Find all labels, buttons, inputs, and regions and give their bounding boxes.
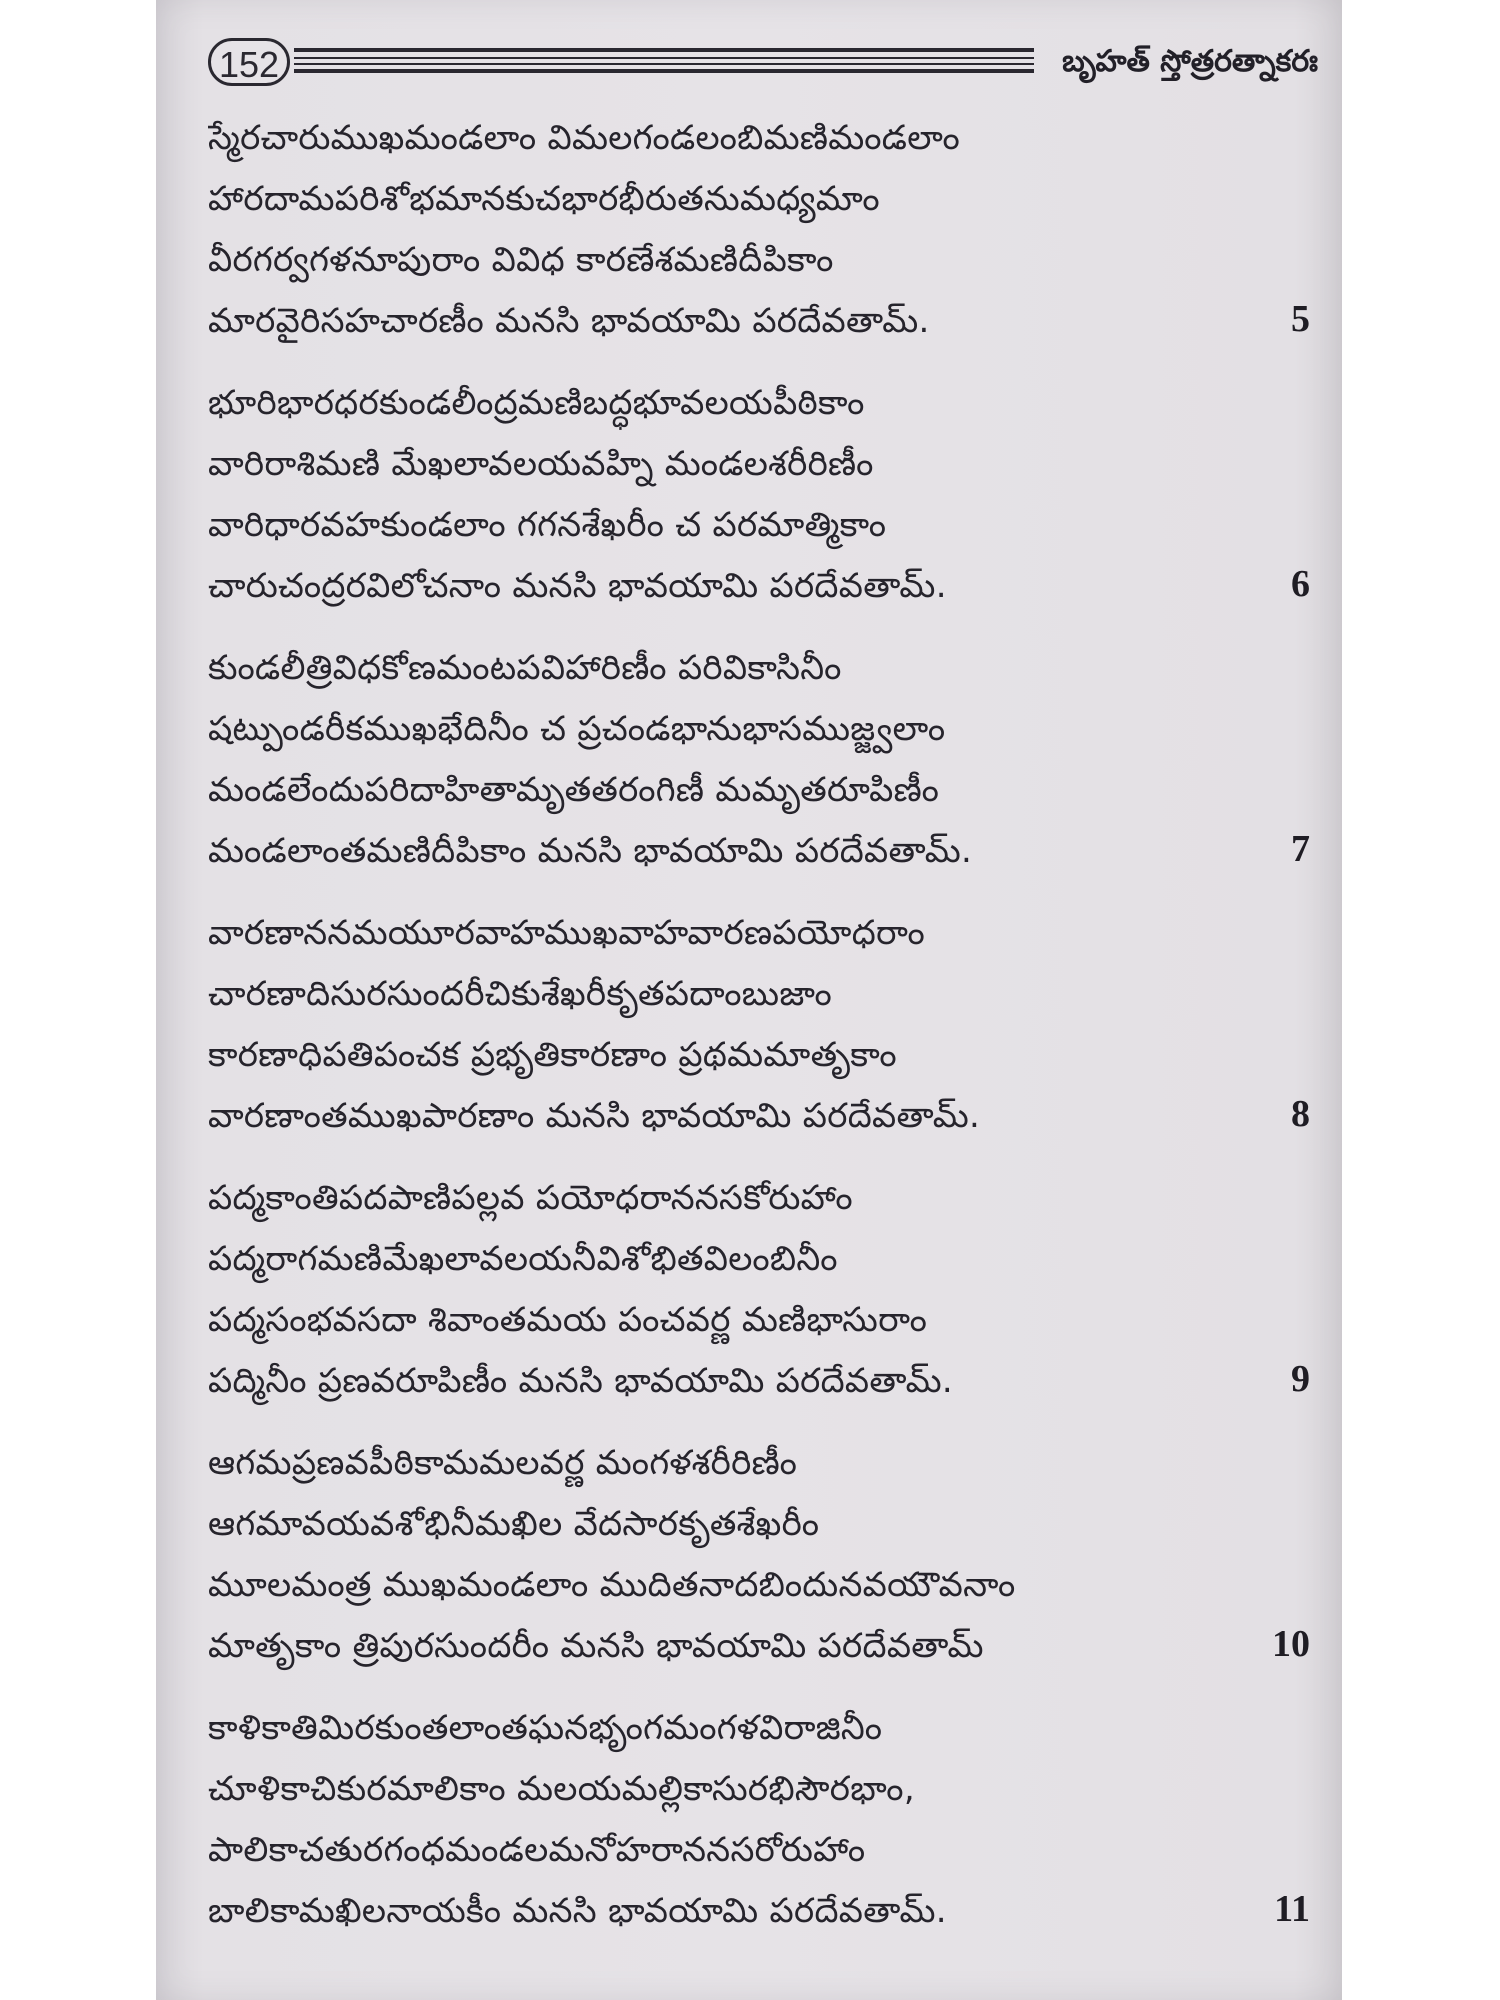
verse-number: 5: [1291, 298, 1310, 340]
verse-line: స్మేరచారుముఖమండలాం విమలగండలంబిమణిమండలాం: [208, 118, 961, 158]
verse-number: 11: [1274, 1888, 1310, 1930]
verse: [208, 903, 1318, 1147]
verse-line: ఆగమావయవశోభినీమఖిల వేదసారకృతశేఖరీం: [208, 1504, 820, 1544]
verse-line: షట్పుండరీకముఖభేదినీం చ ప్రచండభానుభాసముజ్జ్వలాం: [208, 709, 946, 749]
verse-line: కారణాధిపతిపంచక ప్రభృతికారణాం ప్రథమమాతృకాం: [208, 1035, 897, 1075]
verse-line: చూళికాచికురమాలికాం మలయమల్లికాసురభిసౌరభాం,: [208, 1769, 915, 1809]
verse-line: పాలికాచతురగంధమండలమనోహరాననసరోరుహాం: [208, 1830, 866, 1870]
header-rule: [294, 69, 1034, 73]
header-rule: [294, 63, 1034, 65]
verse-line: పద్మసంభవసదా శివాంతమయ పంచవర్ణ మణిభాసురాం: [208, 1300, 928, 1340]
verse-list: [208, 108, 1318, 1963]
verse-number: 9: [1291, 1358, 1310, 1400]
verse-line: మండలాంతమణిదీపికాం మనసి భావయామి పరదేవతామ్.: [208, 831, 973, 871]
verse: [208, 1698, 1318, 1942]
running-title: బృహత్ స్తోత్రరత్నాకరః: [1062, 44, 1318, 79]
book-page: [156, 0, 1342, 2000]
verse-line: మూలమంత్ర ముఖమండలాం ముదితనాదబిందునవయౌవనాం: [208, 1565, 1016, 1605]
verse: [208, 638, 1318, 882]
verse: [208, 108, 1318, 352]
verse-line: మాతృకాం త్రిపురసుందరీం మనసి భావయామి పరదేవతామ్: [208, 1626, 984, 1666]
verse-line: చారణాదిసురసుందరీచికుశేఖరీకృతపదాంబుజాం: [208, 974, 833, 1014]
verse: [208, 373, 1318, 617]
verse-line: చారుచంద్రరవిలోచనాం మనసి భావయామి పరదేవతామ్.: [208, 566, 947, 606]
verse-line: పద్మరాగమణిమేఖలావలయనీవిశోభితవిలంబినీం: [208, 1239, 838, 1279]
verse-line: వారిధారవహకుండలాం గగనశేఖరీం చ పరమాత్మికాం: [208, 505, 887, 545]
verse-number: 7: [1291, 828, 1310, 870]
header-rule: [294, 48, 1034, 52]
verse-line: భూరిభారధరకుండలీంద్రమణిబద్ధభూవలయపీఠికాం: [208, 383, 865, 423]
verse-line: ఆగమప్రణవపీఠికామమలవర్ణ మంగళశరీరిణీం: [208, 1443, 798, 1483]
verse-number: 6: [1291, 563, 1310, 605]
verse-line: పద్మినీం ప్రణవరూపిణీం మనసి భావయామి పరదేవతామ్.: [208, 1361, 954, 1401]
verse-line: కుండలీత్రివిధకోణమంటపవిహారిణీం పరివికాసినీం: [208, 648, 842, 688]
verse-line: వారణాంతముఖపారణాం మనసి భావయామి పరదేవతామ్.: [208, 1096, 981, 1136]
verse-line: బాలికామఖిలనాయకీం మనసి భావయామి పరదేవతామ్.: [208, 1891, 947, 1931]
verse-number: 8: [1291, 1093, 1310, 1135]
verse-line: హారదామపరిశోభమానకుచభారభీరుతనుమధ్యమాం: [208, 179, 880, 219]
verse: [208, 1433, 1318, 1677]
verse-number: 10: [1272, 1623, 1310, 1665]
header-rule-lines: [294, 46, 1034, 76]
page-number-badge: 152: [208, 38, 290, 86]
verse-line: వారిరాశిమణి మేఖలావలయవహ్ని మండలశరీరిణీం: [208, 444, 874, 484]
verse-line: వీరగర్వగళనూపురాం వివిధ కారణేశమణిదీపికాం: [208, 240, 834, 280]
verse-line: వారణాననమయూరవాహముఖవాహవారణపయోధరాం: [208, 913, 926, 953]
verse-line: కాళికాతిమిరకుంతలాంతఘనభృంగమంగళవిరాజినీం: [208, 1708, 883, 1748]
verse: [208, 1168, 1318, 1412]
header-rule: [294, 57, 1034, 59]
verse-line: మారవైరిసహచారణీం మనసి భావయామి పరదేవతామ్.: [208, 301, 930, 341]
verse-line: మండలేందుపరిదాహితామృతతరంగిణీ మమృతరూపిణీం: [208, 770, 940, 810]
verse-line: పద్మకాంతిపదపాణిపల్లవ పయోధరాననసకోరుహాం: [208, 1178, 853, 1218]
page-header: [208, 38, 1318, 90]
